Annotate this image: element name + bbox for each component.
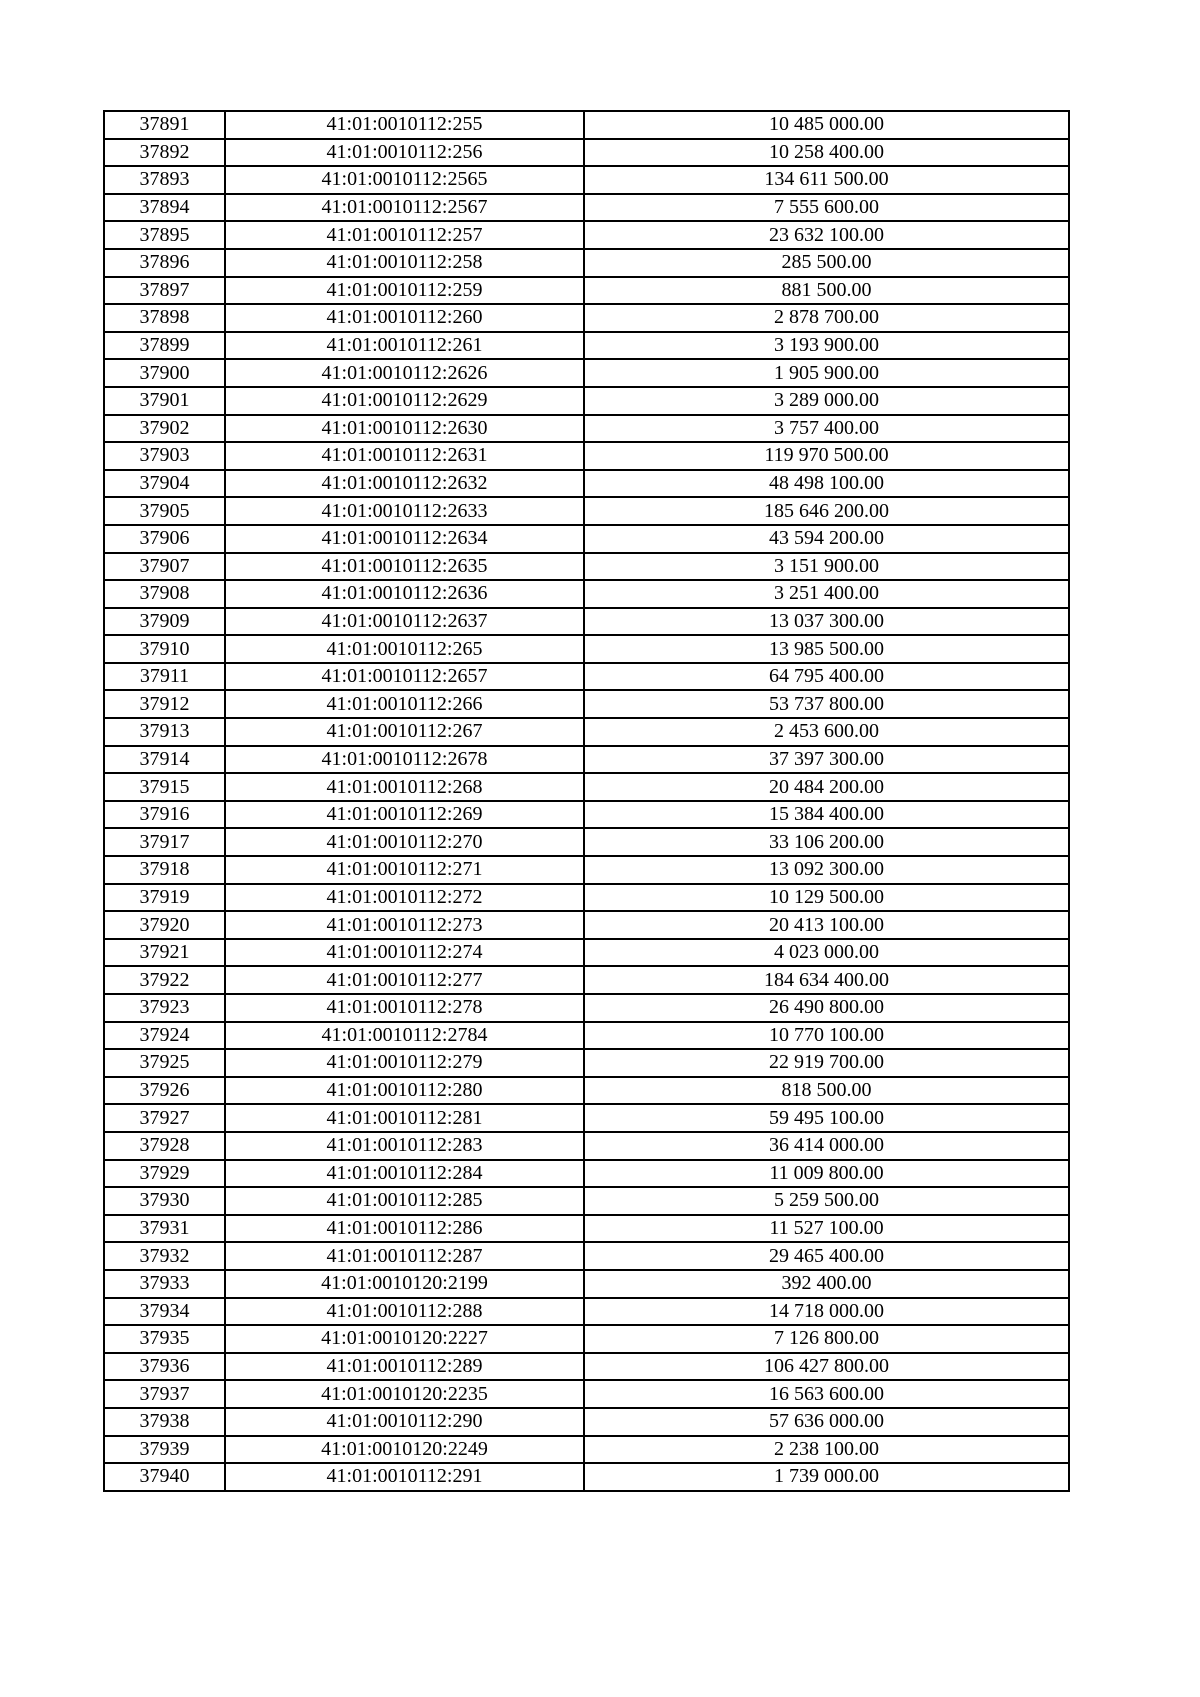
cadastral-value-cell: 4 023 000.00: [584, 939, 1069, 967]
table-row: [104, 1104, 1069, 1132]
cadastral-value-cell: 3 289 000.00: [584, 387, 1069, 415]
row-number-cell: 37900: [104, 359, 225, 387]
cadastral-value-cell: 184 634 400.00: [584, 966, 1069, 994]
table-row: [104, 497, 1069, 525]
row-number-cell: 37895: [104, 221, 225, 249]
row-number-cell: 37930: [104, 1187, 225, 1215]
row-number-cell: 37925: [104, 1049, 225, 1077]
table-row: [104, 470, 1069, 498]
cadastral-value-cell: 59 495 100.00: [584, 1104, 1069, 1132]
cadastral-number-cell: 41:01:0010112:2678: [225, 746, 584, 774]
row-number-cell: 37921: [104, 939, 225, 967]
row-number-cell: 37891: [104, 111, 225, 139]
table-row: [104, 194, 1069, 222]
table-row: [104, 994, 1069, 1022]
cadastral-number-cell: 41:01:0010112:2657: [225, 663, 584, 691]
table-row: [104, 359, 1069, 387]
cadastral-number-cell: 41:01:0010112:2784: [225, 1022, 584, 1050]
cadastral-number-cell: 41:01:0010112:283: [225, 1132, 584, 1160]
table-row: [104, 635, 1069, 663]
row-number-cell: 37917: [104, 828, 225, 856]
cadastral-number-cell: 41:01:0010112:281: [225, 1104, 584, 1132]
table-row: [104, 801, 1069, 829]
row-number-cell: 37937: [104, 1380, 225, 1408]
table-row: [104, 580, 1069, 608]
row-number-cell: 37906: [104, 525, 225, 553]
cadastral-number-cell: 41:01:0010112:290: [225, 1408, 584, 1436]
row-number-cell: 37896: [104, 249, 225, 277]
cadastral-number-cell: 41:01:0010120:2199: [225, 1270, 584, 1298]
table-row: [104, 746, 1069, 774]
cadastral-number-cell: 41:01:0010112:2634: [225, 525, 584, 553]
cadastral-value-cell: 2 878 700.00: [584, 304, 1069, 332]
cadastral-value-cell: 10 770 100.00: [584, 1022, 1069, 1050]
row-number-cell: 37936: [104, 1353, 225, 1381]
table-row: [104, 277, 1069, 305]
row-number-cell: 37908: [104, 580, 225, 608]
table-row: [104, 856, 1069, 884]
cadastral-value-cell: 3 151 900.00: [584, 553, 1069, 581]
row-number-cell: 37903: [104, 442, 225, 470]
row-number-cell: 37913: [104, 718, 225, 746]
table-body: [104, 111, 1069, 1491]
cadastral-number-cell: 41:01:0010112:272: [225, 884, 584, 912]
row-number-cell: 37919: [104, 884, 225, 912]
row-number-cell: 37929: [104, 1160, 225, 1188]
cadastral-value-cell: 33 106 200.00: [584, 828, 1069, 856]
cadastral-value-cell: 14 718 000.00: [584, 1298, 1069, 1326]
cadastral-number-cell: 41:01:0010112:265: [225, 635, 584, 663]
cadastral-value-cell: 48 498 100.00: [584, 470, 1069, 498]
table-row: [104, 1463, 1069, 1491]
row-number-cell: 37918: [104, 856, 225, 884]
cadastral-value-cell: 36 414 000.00: [584, 1132, 1069, 1160]
cadastral-value-cell: 134 611 500.00: [584, 166, 1069, 194]
table-row: [104, 1436, 1069, 1464]
cadastral-value-cell: 2 453 600.00: [584, 718, 1069, 746]
cadastral-number-cell: 41:01:0010112:285: [225, 1187, 584, 1215]
row-number-cell: 37893: [104, 166, 225, 194]
cadastral-value-cell: 26 490 800.00: [584, 994, 1069, 1022]
cadastral-value-cell: 2 238 100.00: [584, 1436, 1069, 1464]
cadastral-value-cell: 29 465 400.00: [584, 1242, 1069, 1270]
cadastral-number-cell: 41:01:0010112:255: [225, 111, 584, 139]
row-number-cell: 37934: [104, 1298, 225, 1326]
cadastral-value-cell: 11 527 100.00: [584, 1215, 1069, 1243]
row-number-cell: 37912: [104, 690, 225, 718]
cadastral-value-cell: 392 400.00: [584, 1270, 1069, 1298]
cadastral-number-cell: 41:01:0010112:288: [225, 1298, 584, 1326]
cadastral-number-cell: 41:01:0010112:2567: [225, 194, 584, 222]
cadastral-number-cell: 41:01:0010112:2636: [225, 580, 584, 608]
table-row: [104, 415, 1069, 443]
cadastral-number-cell: 41:01:0010112:291: [225, 1463, 584, 1491]
row-number-cell: 37909: [104, 608, 225, 636]
cadastral-value-cell: 16 563 600.00: [584, 1380, 1069, 1408]
table-row: [104, 249, 1069, 277]
table-row: [104, 139, 1069, 167]
cadastral-value-cell: 10 129 500.00: [584, 884, 1069, 912]
cadastral-number-cell: 41:01:0010112:278: [225, 994, 584, 1022]
row-number-cell: 37910: [104, 635, 225, 663]
table-row: [104, 911, 1069, 939]
row-number-cell: 37894: [104, 194, 225, 222]
cadastral-number-cell: 41:01:0010112:268: [225, 773, 584, 801]
cadastral-number-cell: 41:01:0010112:2565: [225, 166, 584, 194]
row-number-cell: 37931: [104, 1215, 225, 1243]
table-row: [104, 828, 1069, 856]
cadastral-number-cell: 41:01:0010112:2631: [225, 442, 584, 470]
cadastral-number-cell: 41:01:0010112:270: [225, 828, 584, 856]
row-number-cell: 37920: [104, 911, 225, 939]
cadastral-value-cell: 13 985 500.00: [584, 635, 1069, 663]
table-row: [104, 387, 1069, 415]
cadastral-value-cell: 119 970 500.00: [584, 442, 1069, 470]
cadastral-value-cell: 13 037 300.00: [584, 608, 1069, 636]
row-number-cell: 37922: [104, 966, 225, 994]
table-row: [104, 690, 1069, 718]
row-number-cell: 37904: [104, 470, 225, 498]
cadastral-number-cell: 41:01:0010112:271: [225, 856, 584, 884]
row-number-cell: 37915: [104, 773, 225, 801]
cadastral-value-cell: 10 258 400.00: [584, 139, 1069, 167]
row-number-cell: 37938: [104, 1408, 225, 1436]
cadastral-value-cell: 3 193 900.00: [584, 332, 1069, 360]
cadastral-value-cell: 23 632 100.00: [584, 221, 1069, 249]
table-row: [104, 1049, 1069, 1077]
cadastral-value-cell: 3 251 400.00: [584, 580, 1069, 608]
cadastral-number-cell: 41:01:0010120:2249: [225, 1436, 584, 1464]
table-row: [104, 442, 1069, 470]
cadastral-number-cell: 41:01:0010112:274: [225, 939, 584, 967]
table-row: [104, 304, 1069, 332]
cadastral-number-cell: 41:01:0010112:259: [225, 277, 584, 305]
cadastral-number-cell: 41:01:0010112:256: [225, 139, 584, 167]
row-number-cell: 37911: [104, 663, 225, 691]
row-number-cell: 37907: [104, 553, 225, 581]
table-row: [104, 1270, 1069, 1298]
table-row: [104, 525, 1069, 553]
cadastral-value-cell: 20 413 100.00: [584, 911, 1069, 939]
table-row: [104, 966, 1069, 994]
table-row: [104, 166, 1069, 194]
cadastral-number-cell: 41:01:0010112:261: [225, 332, 584, 360]
table-row: [104, 1187, 1069, 1215]
row-number-cell: 37902: [104, 415, 225, 443]
cadastral-value-cell: 13 092 300.00: [584, 856, 1069, 884]
table-row: [104, 111, 1069, 139]
row-number-cell: 37923: [104, 994, 225, 1022]
cadastral-number-cell: 41:01:0010112:2630: [225, 415, 584, 443]
cadastral-number-cell: 41:01:0010112:2633: [225, 497, 584, 525]
cadastral-value-cell: 22 919 700.00: [584, 1049, 1069, 1077]
cadastral-number-cell: 41:01:0010112:2637: [225, 608, 584, 636]
cadastral-number-cell: 41:01:0010112:2635: [225, 553, 584, 581]
row-number-cell: 37901: [104, 387, 225, 415]
cadastral-number-cell: 41:01:0010120:2227: [225, 1325, 584, 1353]
row-number-cell: 37926: [104, 1077, 225, 1105]
table-row: [104, 1215, 1069, 1243]
row-number-cell: 37927: [104, 1104, 225, 1132]
cadastral-number-cell: 41:01:0010112:287: [225, 1242, 584, 1270]
table-row: [104, 221, 1069, 249]
cadastral-number-cell: 41:01:0010112:266: [225, 690, 584, 718]
cadastral-value-cell: 37 397 300.00: [584, 746, 1069, 774]
table-row: [104, 1325, 1069, 1353]
table-row: [104, 1242, 1069, 1270]
table-row: [104, 1132, 1069, 1160]
table-row: [104, 1298, 1069, 1326]
table-row: [104, 939, 1069, 967]
cadastral-number-cell: 41:01:0010112:279: [225, 1049, 584, 1077]
table-row: [104, 718, 1069, 746]
row-number-cell: 37899: [104, 332, 225, 360]
table-row: [104, 884, 1069, 912]
cadastral-value-cell: 57 636 000.00: [584, 1408, 1069, 1436]
cadastral-number-cell: 41:01:0010112:260: [225, 304, 584, 332]
cadastral-value-cell: 1 905 900.00: [584, 359, 1069, 387]
cadastral-value-cell: 881 500.00: [584, 277, 1069, 305]
cadastral-number-cell: 41:01:0010112:2632: [225, 470, 584, 498]
row-number-cell: 37924: [104, 1022, 225, 1050]
cadastral-value-cell: 11 009 800.00: [584, 1160, 1069, 1188]
cadastral-number-cell: 41:01:0010112:277: [225, 966, 584, 994]
cadastral-value-cell: 106 427 800.00: [584, 1353, 1069, 1381]
row-number-cell: 37940: [104, 1463, 225, 1491]
row-number-cell: 37905: [104, 497, 225, 525]
table-row: [104, 332, 1069, 360]
table-row: [104, 1022, 1069, 1050]
table-row: [104, 1077, 1069, 1105]
cadastral-value-cell: 7 126 800.00: [584, 1325, 1069, 1353]
cadastral-value-cell: 285 500.00: [584, 249, 1069, 277]
row-number-cell: 37939: [104, 1436, 225, 1464]
table-row: [104, 1408, 1069, 1436]
row-number-cell: 37914: [104, 746, 225, 774]
cadastral-value-cell: 3 757 400.00: [584, 415, 1069, 443]
table-row: [104, 1160, 1069, 1188]
table-row: [104, 773, 1069, 801]
cadastral-number-cell: 41:01:0010112:289: [225, 1353, 584, 1381]
row-number-cell: 37928: [104, 1132, 225, 1160]
cadastral-value-cell: 43 594 200.00: [584, 525, 1069, 553]
cadastral-number-cell: 41:01:0010112:258: [225, 249, 584, 277]
cadastral-number-cell: 41:01:0010120:2235: [225, 1380, 584, 1408]
cadastral-value-cell: 185 646 200.00: [584, 497, 1069, 525]
cadastral-value-cell: 10 485 000.00: [584, 111, 1069, 139]
cadastral-value-cell: 20 484 200.00: [584, 773, 1069, 801]
cadastral-value-table: [103, 110, 1070, 1492]
cadastral-number-cell: 41:01:0010112:269: [225, 801, 584, 829]
table-row: [104, 1380, 1069, 1408]
cadastral-value-cell: 15 384 400.00: [584, 801, 1069, 829]
cadastral-value-cell: 53 737 800.00: [584, 690, 1069, 718]
row-number-cell: 37935: [104, 1325, 225, 1353]
row-number-cell: 37932: [104, 1242, 225, 1270]
cadastral-number-cell: 41:01:0010112:280: [225, 1077, 584, 1105]
cadastral-value-cell: 818 500.00: [584, 1077, 1069, 1105]
row-number-cell: 37897: [104, 277, 225, 305]
cadastral-number-cell: 41:01:0010112:257: [225, 221, 584, 249]
table-row: [104, 608, 1069, 636]
table-row: [104, 1353, 1069, 1381]
row-number-cell: 37898: [104, 304, 225, 332]
cadastral-value-cell: 1 739 000.00: [584, 1463, 1069, 1491]
table-row: [104, 663, 1069, 691]
cadastral-value-cell: 5 259 500.00: [584, 1187, 1069, 1215]
cadastral-number-cell: 41:01:0010112:267: [225, 718, 584, 746]
cadastral-number-cell: 41:01:0010112:2626: [225, 359, 584, 387]
cadastral-value-cell: 7 555 600.00: [584, 194, 1069, 222]
row-number-cell: 37892: [104, 139, 225, 167]
row-number-cell: 37916: [104, 801, 225, 829]
cadastral-number-cell: 41:01:0010112:2629: [225, 387, 584, 415]
table-row: [104, 553, 1069, 581]
cadastral-number-cell: 41:01:0010112:273: [225, 911, 584, 939]
cadastral-value-cell: 64 795 400.00: [584, 663, 1069, 691]
cadastral-number-cell: 41:01:0010112:286: [225, 1215, 584, 1243]
row-number-cell: 37933: [104, 1270, 225, 1298]
cadastral-number-cell: 41:01:0010112:284: [225, 1160, 584, 1188]
